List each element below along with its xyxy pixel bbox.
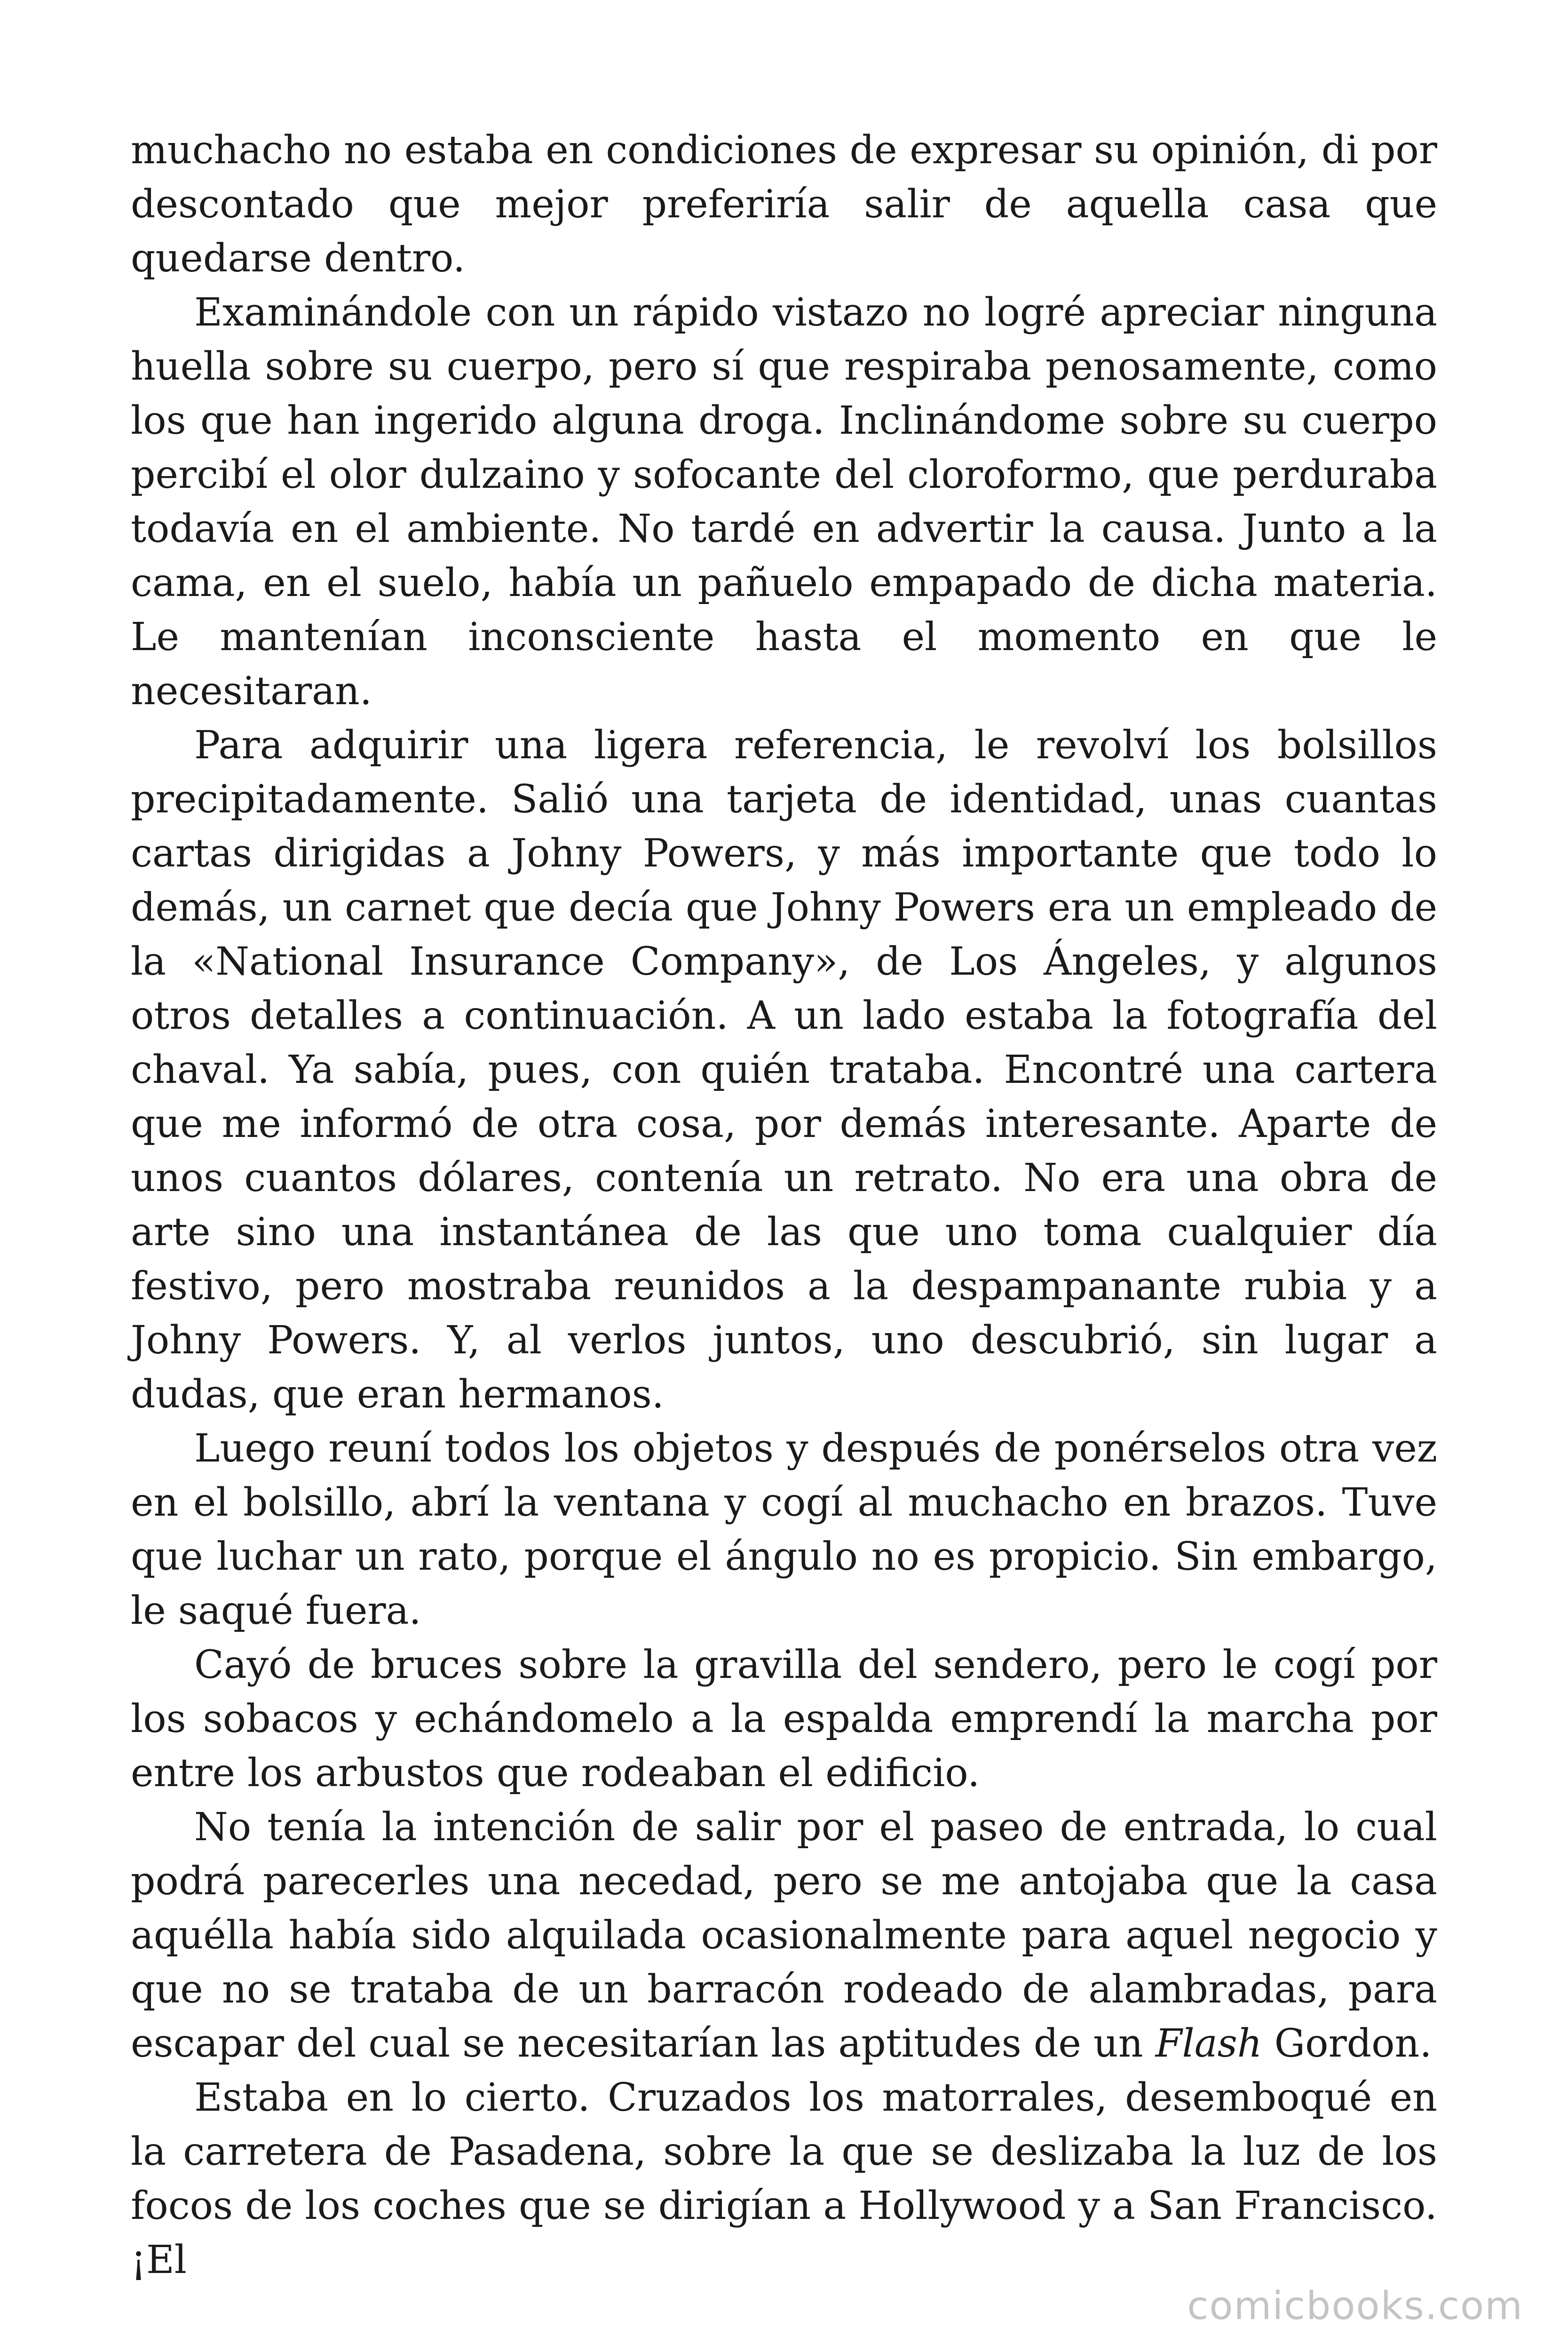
page-body: [131, 123, 1437, 2287]
paragraph: Estaba en lo cierto. Cruzados los matorrales, desemboqué en la carretera de Pasadena, sobre la que se deslizaba la luz de los focos de los coches que se dirigían a Hollywood y a San Francisco. ¡El: [131, 2075, 1437, 2282]
italic-emphasis: Flash: [1155, 2021, 1262, 2066]
paragraph: Para adquirir una ligera referencia, le revolví los bolsillos precipitadamente. Salió una tarjeta de identidad, unas cuantas cartas dirigidas a Johny Powers, y más importante que todo lo demás, un carnet que decía que Johny Powers era un empleado de la «National Insurance Company», de Los Ángeles, y algunos otros detalles a continuación. A un lado estaba la fotografía del chaval. Ya sabía, pues, con quién trataba. Encontré una cartera que me informó de otra cosa, por demás interesante. Aparte de unos cuantos dólares, contenía un retrato. No era una obra de arte sino una instantánea de las que uno toma cualquier día festivo, pero mostraba reunidos a la despampanante rubia y a Johny Powers. Y, al verlos juntos, uno descubrió, sin lugar a dudas, que eran hermanos.: [131, 723, 1437, 1417]
paragraph-text: No tenía la intención de salir por el paseo de entrada, lo cual podrá parecerles una necedad, pero se me antojaba que la casa aquélla había sido alquilada ocasionalmente para aquel negocio y que no se trataba de un barracón rodeado de alambradas, para escapar del cual se necesitarían las aptitudes de un: [131, 1805, 1437, 2066]
watermark: comicbooks.com: [1187, 2284, 1523, 2328]
paragraph: Cayó de bruces sobre la gravilla del sendero, pero le cogí por los sobacos y echándomelo a la espalda emprendí la marcha por entre los arbustos que rodeaban el edificio.: [131, 1643, 1437, 1796]
paragraph: Examinándole con un rápido vistazo no logré apreciar ninguna huella sobre su cuerpo, pero sí que respiraba penosamente, como los que han ingerido alguna droga. Inclinándome sobre su cuerpo percibí el olor dulzaino y sofocante del cloroformo, que perduraba todavía en el ambiente. No tardé en advertir la causa. Junto a la cama, en el suelo, había un pañuelo empapado de dicha materia. Le mantenían inconsciente hasta el momento en que le necesitaran.: [131, 290, 1437, 714]
paragraph: [131, 1800, 1437, 2071]
paragraph: muchacho no estaba en condiciones de expresar su opinión, di por descontado que mejor preferiría salir de aquella casa que quedarse dentro.: [131, 128, 1437, 281]
paragraph: Luego reuní todos los objetos y después de ponérselos otra vez en el bolsillo, abrí la ventana y cogí al muchacho en brazos. Tuve que luchar un rato, porque el ángulo no es propicio. Sin embargo, le saqué fuera.: [131, 1426, 1437, 1633]
paragraph-text: Gordon.: [1262, 2021, 1432, 2066]
